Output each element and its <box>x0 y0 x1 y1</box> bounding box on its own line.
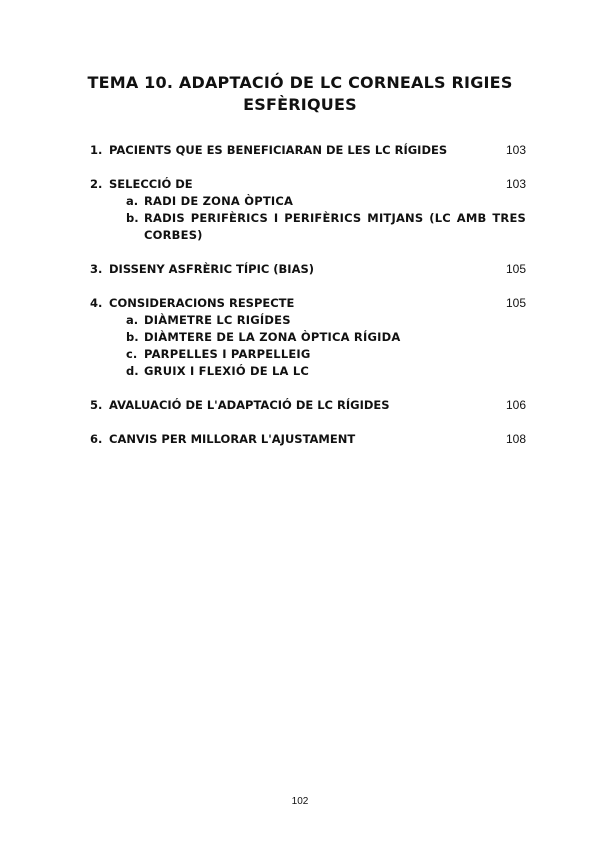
toc-subitem-label: PARPELLES I PARPELLEIG <box>144 347 311 361</box>
toc-entry-page: 105 <box>505 262 526 276</box>
toc-entry-label: CANVIS PER MILLORAR L'AJUSTAMENT <box>109 432 356 446</box>
toc-entry-number: 5. <box>90 398 103 412</box>
toc-entry-label: CONSIDERACIONS RESPECTE <box>109 296 295 310</box>
toc-subitem-list <box>126 193 526 244</box>
toc-subitem-list <box>126 312 526 380</box>
toc-subitem <box>126 193 526 210</box>
toc-entry-page: 108 <box>505 432 526 446</box>
toc-entry-label: AVALUACIÓ DE L'ADAPTACIÓ DE LC RÍGIDES <box>109 398 390 412</box>
page-title-line-2: ESFÈRIQUES <box>243 95 357 114</box>
toc-subitem-letter: b. <box>126 330 139 344</box>
toc-entry-number: 1. <box>90 143 103 157</box>
toc-entry-1 <box>90 142 526 159</box>
toc-subitem-label: RADIS PERIFÈRICS I PERIFÈRICS MITJANS (LC AMB TRES CORBES) <box>144 211 526 242</box>
toc-entry-label: DISSENY ASFRÈRIC TÍPIC (BIAS) <box>109 262 315 276</box>
toc-entry-2 <box>90 176 526 244</box>
toc-entry-6 <box>90 431 526 448</box>
toc-subitem-label: DIÀMETRE LC RIGÍDES <box>144 313 291 327</box>
page-title-line-1: TEMA 10. ADAPTACIÓ DE LC CORNEALS RIGIES <box>87 73 513 92</box>
toc-subitem-letter: a. <box>126 194 139 208</box>
toc-subitem-label: DIÀMTERE DE LA ZONA ÒPTICA RÍGIDA <box>144 330 401 344</box>
toc-entry-label: PACIENTS QUE ES BENEFICIARAN DE LES LC RÍGIDES <box>109 143 448 157</box>
footer-page-number: 102 <box>291 796 309 807</box>
toc-subitem-letter: d. <box>126 364 139 378</box>
toc-entry-number: 2. <box>90 177 103 191</box>
toc-entry-label: SELECCIÓ DE <box>109 177 193 191</box>
toc-entry-page: 105 <box>505 296 526 310</box>
toc-entry-page: 103 <box>505 177 526 191</box>
page-title <box>0 72 600 116</box>
toc-entry-page: 106 <box>505 398 526 412</box>
toc-entry-4 <box>90 295 526 380</box>
toc-subitem <box>126 346 526 363</box>
toc-subitem <box>126 210 526 244</box>
toc-subitem <box>126 329 526 346</box>
toc-subitem <box>126 312 526 329</box>
toc-subitem-label: RADI DE ZONA ÒPTICA <box>144 194 294 208</box>
toc-subitem-letter: b. <box>126 211 139 225</box>
toc-entry-number: 6. <box>90 432 103 446</box>
toc-subitem-letter: a. <box>126 313 139 327</box>
toc-subitem-label: GRUIX I FLEXIÓ DE LA LC <box>144 364 310 378</box>
toc-entry-3 <box>90 261 526 278</box>
toc-entry-number: 4. <box>90 296 103 310</box>
toc-entry-5 <box>90 397 526 414</box>
toc-subitem-letter: c. <box>126 347 138 361</box>
toc-entry-number: 3. <box>90 262 103 276</box>
toc-subitem <box>126 363 526 380</box>
table-of-contents <box>90 142 526 448</box>
toc-entry-page: 103 <box>505 143 526 157</box>
